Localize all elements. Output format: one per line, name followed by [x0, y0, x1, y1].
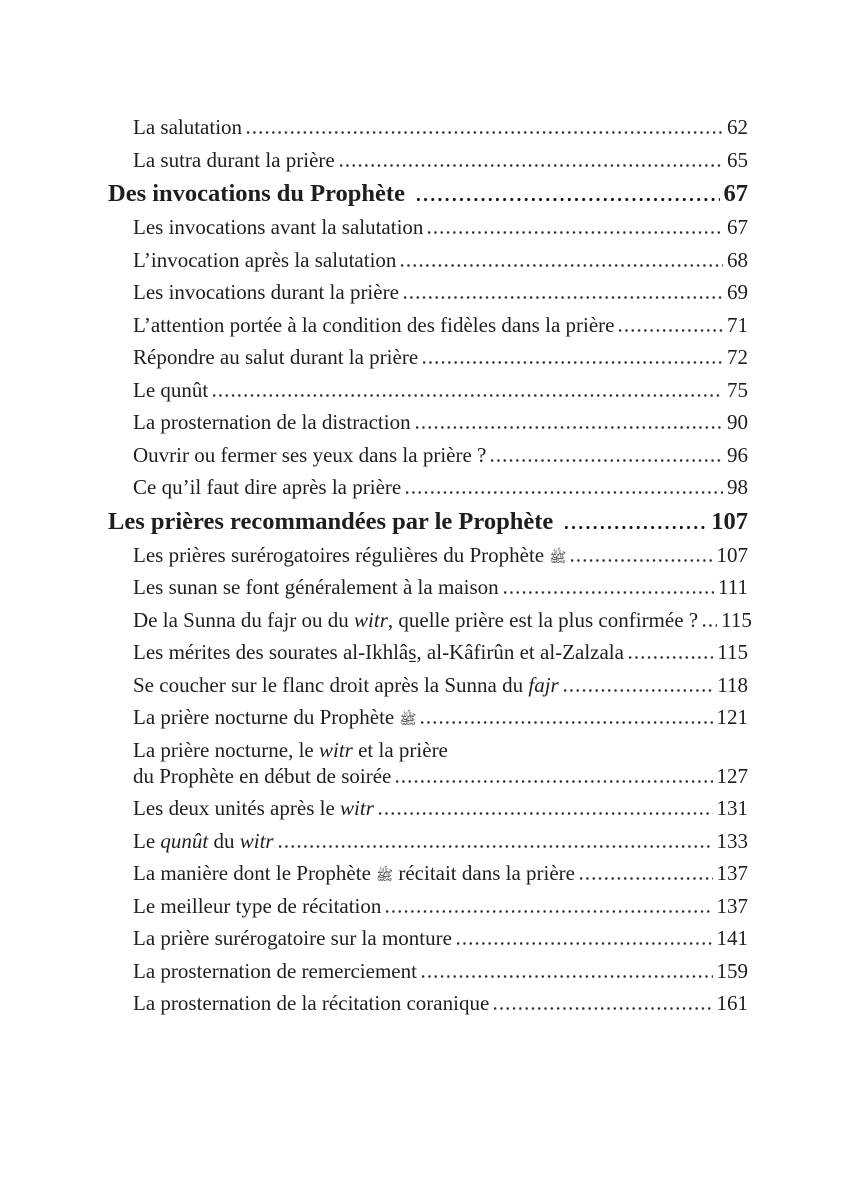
toc-entry-title	[133, 992, 489, 1014]
dotted-leader	[379, 812, 713, 815]
dotted-leader	[416, 426, 723, 429]
toc-entry-row	[108, 765, 748, 787]
toc-page-number: 62	[727, 115, 748, 139]
text-segment: fajr	[528, 672, 559, 697]
text-segment: witr	[340, 796, 374, 820]
saw-symbol-icon: ﷺ	[376, 868, 394, 884]
toc-entry-row	[108, 411, 748, 433]
toc-entry-title	[133, 862, 575, 884]
toc-page-number: 107	[711, 507, 748, 535]
dotted-leader	[457, 942, 713, 945]
dotted-leader	[401, 264, 723, 267]
toc-page-number: 96	[727, 442, 748, 467]
toc-entry-title	[133, 544, 566, 566]
dotted-leader	[386, 910, 712, 913]
toc-entry-title	[133, 476, 401, 498]
toc-heading-row	[108, 181, 748, 207]
toc-entry-title	[133, 960, 417, 982]
text-segment: La prière nocturne du Prophète	[133, 705, 400, 729]
toc-entry-row	[108, 249, 748, 271]
dotted-leader	[279, 845, 713, 848]
toc-entry-title	[108, 181, 405, 207]
text-segment: récitait dans la prière	[393, 861, 575, 885]
toc-entry-row	[108, 992, 748, 1014]
toc-entry-row	[108, 895, 748, 917]
toc-entry-title	[133, 379, 208, 401]
toc-page-number: 75	[727, 377, 748, 402]
text-segment: Ouvrir ou fermer ses yeux dans la prière ?	[133, 442, 487, 467]
toc-page-number: 141	[716, 926, 748, 950]
toc-page-number: 98	[727, 475, 748, 499]
text-segment: La prière surérogatoire sur la monture	[133, 926, 452, 950]
toc-entry-title	[133, 249, 396, 271]
text-segment: La prosternation de remerciement	[133, 958, 417, 983]
dotted-leader	[213, 394, 723, 397]
toc-heading-row	[108, 509, 748, 535]
text-segment: du Prophète en début de soirée	[133, 763, 392, 788]
toc-entry-title	[133, 895, 381, 917]
dotted-leader	[417, 198, 720, 201]
text-segment: Des invocations du Prophète	[108, 180, 405, 207]
toc-entry-row	[108, 641, 748, 663]
toc-page-number: 68	[727, 247, 748, 272]
dotted-leader	[564, 689, 714, 692]
toc-entry-row	[108, 797, 748, 819]
toc-entry-title	[133, 281, 399, 303]
toc-entry-title	[133, 444, 486, 466]
text-segment: De la Sunna du fajr ou du	[133, 607, 355, 632]
toc-entry-row	[108, 216, 748, 238]
text-segment: Ce qu’il faut dire après la prière	[133, 475, 402, 499]
dotted-leader	[491, 459, 723, 462]
text-segment: La manière dont le Prophète	[133, 861, 377, 885]
toc-entry-row	[108, 476, 748, 498]
toc-entry-row	[108, 314, 748, 336]
text-segment: Le qunût	[133, 377, 209, 402]
dotted-leader	[565, 526, 707, 529]
toc-entry-row	[108, 830, 748, 852]
toc-entry-title	[133, 797, 374, 819]
toc-entry-row	[108, 379, 748, 401]
toc-entry-title	[133, 346, 418, 368]
toc-entry-title	[133, 411, 411, 433]
text-segment: La sutra durant la prière	[133, 147, 335, 172]
toc-page-number: 137	[716, 861, 748, 885]
toc-entry-title	[133, 609, 698, 631]
dotted-leader	[423, 361, 723, 364]
toc-entry-title	[133, 314, 614, 336]
toc-entry-row	[108, 346, 748, 368]
toc-entry-title	[133, 765, 391, 787]
saw-symbol-icon: ﷺ	[549, 549, 567, 566]
dotted-leader	[406, 491, 723, 494]
toc-page-number: 131	[716, 796, 748, 820]
toc-page-number: 67	[727, 215, 748, 239]
dotted-leader	[247, 131, 723, 134]
toc-page-number: 127	[716, 763, 748, 788]
dotted-leader	[571, 559, 712, 562]
text-segment: Répondre au salut durant la prière	[133, 345, 419, 369]
toc-entry-row	[108, 281, 748, 303]
text-segment: Les invocations avant la salutation	[133, 215, 424, 239]
toc-entry-row	[108, 674, 748, 696]
toc-page-number: 115	[721, 607, 752, 632]
text-segment: La salutation	[133, 115, 243, 139]
toc-entry-title	[133, 216, 423, 238]
dotted-leader	[580, 877, 713, 880]
saw-symbol-icon: ﷺ	[399, 712, 417, 728]
toc-page-number: 69	[727, 280, 748, 304]
toc-entry-row	[108, 444, 748, 466]
text-segment: L’attention portée à la condition des fidèles dans la prière	[133, 312, 615, 337]
toc-page-number: 121	[716, 705, 748, 729]
text-segment: Les invocations durant la prière	[133, 280, 399, 304]
toc-entry-row	[108, 706, 748, 728]
text-segment: Les mérites des sourates al-Ikhlâs̱, al-Kâfirûn et al-Zalzala	[133, 640, 624, 664]
text-segment: Les prières surérogatoires régulières du Prophète	[133, 542, 550, 567]
toc-page-number: 111	[718, 575, 748, 599]
toc-entry-row	[108, 607, 752, 632]
toc-entry-row	[108, 927, 748, 949]
dotted-leader	[619, 329, 723, 332]
text-segment: qunût	[160, 828, 209, 853]
toc-page-number: 67	[723, 180, 748, 207]
toc-page-number: 65	[727, 147, 748, 172]
text-segment: , quelle prière est la plus confirmée ?	[387, 607, 699, 632]
toc-page-number: 115	[717, 640, 748, 664]
toc-page-number: 137	[716, 893, 748, 918]
toc-entry-title	[108, 509, 553, 535]
text-segment: La prière nocturne, le	[133, 737, 319, 762]
toc-entry-title	[133, 641, 624, 663]
text-segment: La prosternation de la distraction	[133, 410, 411, 434]
toc-entry-row	[108, 149, 748, 171]
text-segment: Le	[133, 828, 161, 853]
text-segment: Les prières recommandées par le Prophète	[108, 507, 554, 535]
dotted-leader	[494, 1007, 712, 1010]
dotted-leader	[703, 624, 717, 627]
toc-entry-row	[108, 960, 748, 982]
toc-entry-title	[133, 927, 452, 949]
toc-entry-row	[108, 116, 748, 138]
toc-entry-title	[133, 739, 448, 761]
toc-page-number: 107	[716, 542, 748, 567]
text-segment: Les deux unités après le	[133, 796, 341, 820]
toc-page-number: 90	[727, 410, 748, 434]
text-segment: witr	[354, 607, 388, 632]
toc-entry-title	[133, 706, 416, 728]
toc-page-number: 72	[727, 345, 748, 369]
text-segment: L’invocation après la salutation	[133, 247, 397, 272]
toc-entry-row	[108, 544, 748, 566]
text-segment: du	[208, 828, 240, 853]
dotted-leader	[428, 231, 723, 234]
text-segment: witr	[319, 737, 353, 762]
dotted-leader	[396, 780, 712, 783]
text-segment: La prosternation de la récitation coranique	[133, 991, 490, 1015]
text-segment: witr	[239, 828, 274, 853]
toc-page-number: 159	[716, 958, 748, 983]
dotted-leader	[422, 975, 713, 978]
toc-page-number: 71	[727, 312, 748, 337]
text-segment: Se coucher sur le flanc droit après la Sunna du	[133, 672, 529, 697]
dotted-leader	[340, 164, 723, 167]
text-segment: et la prière	[352, 737, 448, 762]
toc-page-number: 118	[717, 672, 748, 697]
dotted-leader	[504, 591, 714, 594]
dotted-leader	[404, 296, 723, 299]
toc-entry-title	[133, 576, 499, 598]
toc-page-number: 161	[716, 991, 748, 1015]
toc-entry-title	[133, 674, 559, 696]
toc-entry-row	[108, 576, 748, 598]
text-segment: Les sunan se font généralement à la maison	[133, 575, 499, 599]
dotted-leader	[421, 721, 712, 724]
toc-entry-title	[133, 149, 335, 171]
toc-entry-title	[133, 116, 242, 138]
toc-entry-row	[108, 739, 748, 761]
toc-entry-row	[108, 862, 748, 884]
toc-entry-title	[133, 830, 274, 852]
text-segment: Le meilleur type de récitation	[133, 893, 382, 918]
toc-list	[108, 115, 752, 1025]
toc-page-number: 133	[716, 828, 748, 853]
dotted-leader	[629, 656, 713, 659]
